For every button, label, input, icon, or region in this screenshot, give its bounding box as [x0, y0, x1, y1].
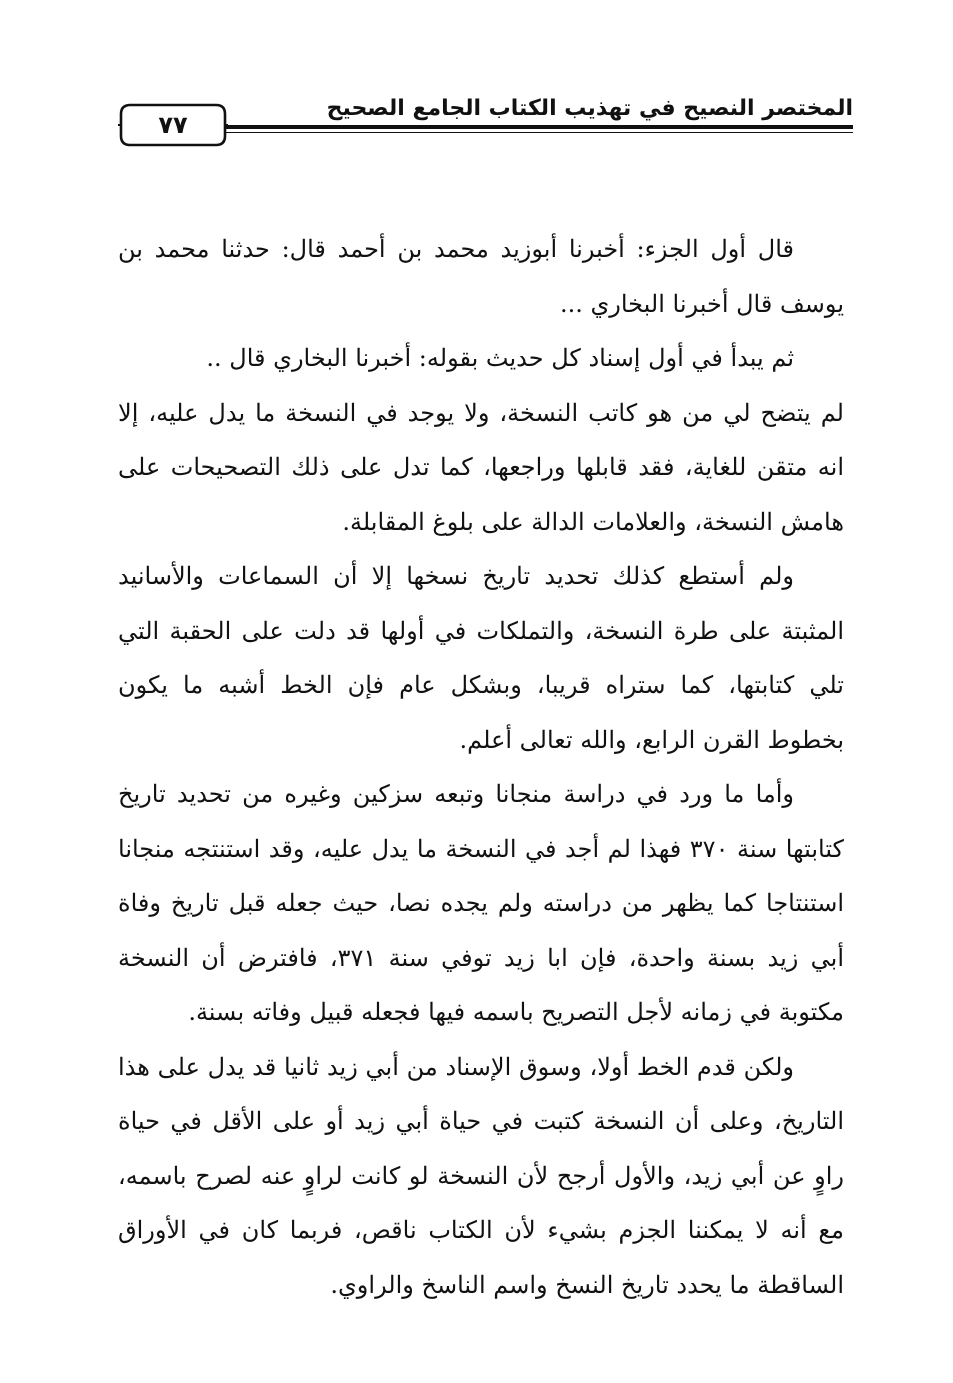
- paragraph-5: وأما ما ورد في دراسة منجانا وتبعه سزكين وغيره من تحديد تاريخ كتابتها سنة ٣٧٠ فهذا لم أجد في النسخة ما يدل عليه، وقد استنتجه منجانا استنتاجا كما يظهر من دراسته ولم يجده نصا، حيث جعله قبل تاريخ وفاة أبي زيد بسنة واحدة، فإن ابا زيد توفي سنة ٣٧١، فافترض أن النسخة مكتوبة في زمانه لأجل التصريح باسمه فيها فجعله قبيل وفاته بسنة.: [118, 780, 844, 1026]
- page-number: ٧٧: [158, 111, 188, 139]
- running-title: المختصر النصيح في تهذيب الكتاب الجامع الصحيح: [326, 96, 853, 121]
- text-body: [118, 222, 844, 1312]
- paragraph-1: قال أول الجزء: أخبرنا أبوزيد محمد بن أحمد قال: حدثنا محمد بن يوسف قال أخبرنا البخاري ...: [118, 235, 844, 318]
- page-header: [118, 94, 853, 166]
- paragraph-2: ثم يبدأ في أول إسناد كل حديث بقوله: أخبرنا البخاري قال ..: [206, 344, 794, 372]
- paragraph-3: لم يتضح لي من هو كاتب النسخة، ولا يوجد في النسخة ما يدل عليه، إلا انه متقن للغاية، فقد قابلها وراجعها، كما تدل على ذلك التصحيحات على هامش النسخة، والعلامات الدالة على بلوغ المقابلة.: [118, 398, 844, 536]
- page-number-frame: [118, 102, 228, 148]
- paragraph-6: ولكن قدم الخط أولا، وسوق الإسناد من أبي زيد ثانيا قد يدل على هذا التاريخ، وعلى أن النسخة كتبت في حياة أبي زيد أو على الأقل في حياة راوٍ عن أبي زيد، والأول أرجح لأن النسخة لو كانت لراوٍ عنه لصرح باسمه، مع أنه لا يمكننا الجزم بشيء لأن الكتاب ناقص، فربما كان في الأوراق الساقطة ما يحدد تاريخ النسخ واسم الناسخ والراوي.: [118, 1052, 844, 1299]
- header-rule: [222, 125, 853, 129]
- header-rule-thin: [222, 132, 853, 133]
- paragraph-4: ولم أستطع كذلك تحديد تاريخ نسخها إلا أن السماعات والأسانيد المثبتة على طرة النسخة، والتملكات في أولها قد دلت على الحقبة التي تلي كتابتها، كما ستراه قريبا، وبشكل عام فإن الخط أشبه ما يكون بخطوط القرن الرابع، والله تعالى أعلم.: [118, 562, 844, 754]
